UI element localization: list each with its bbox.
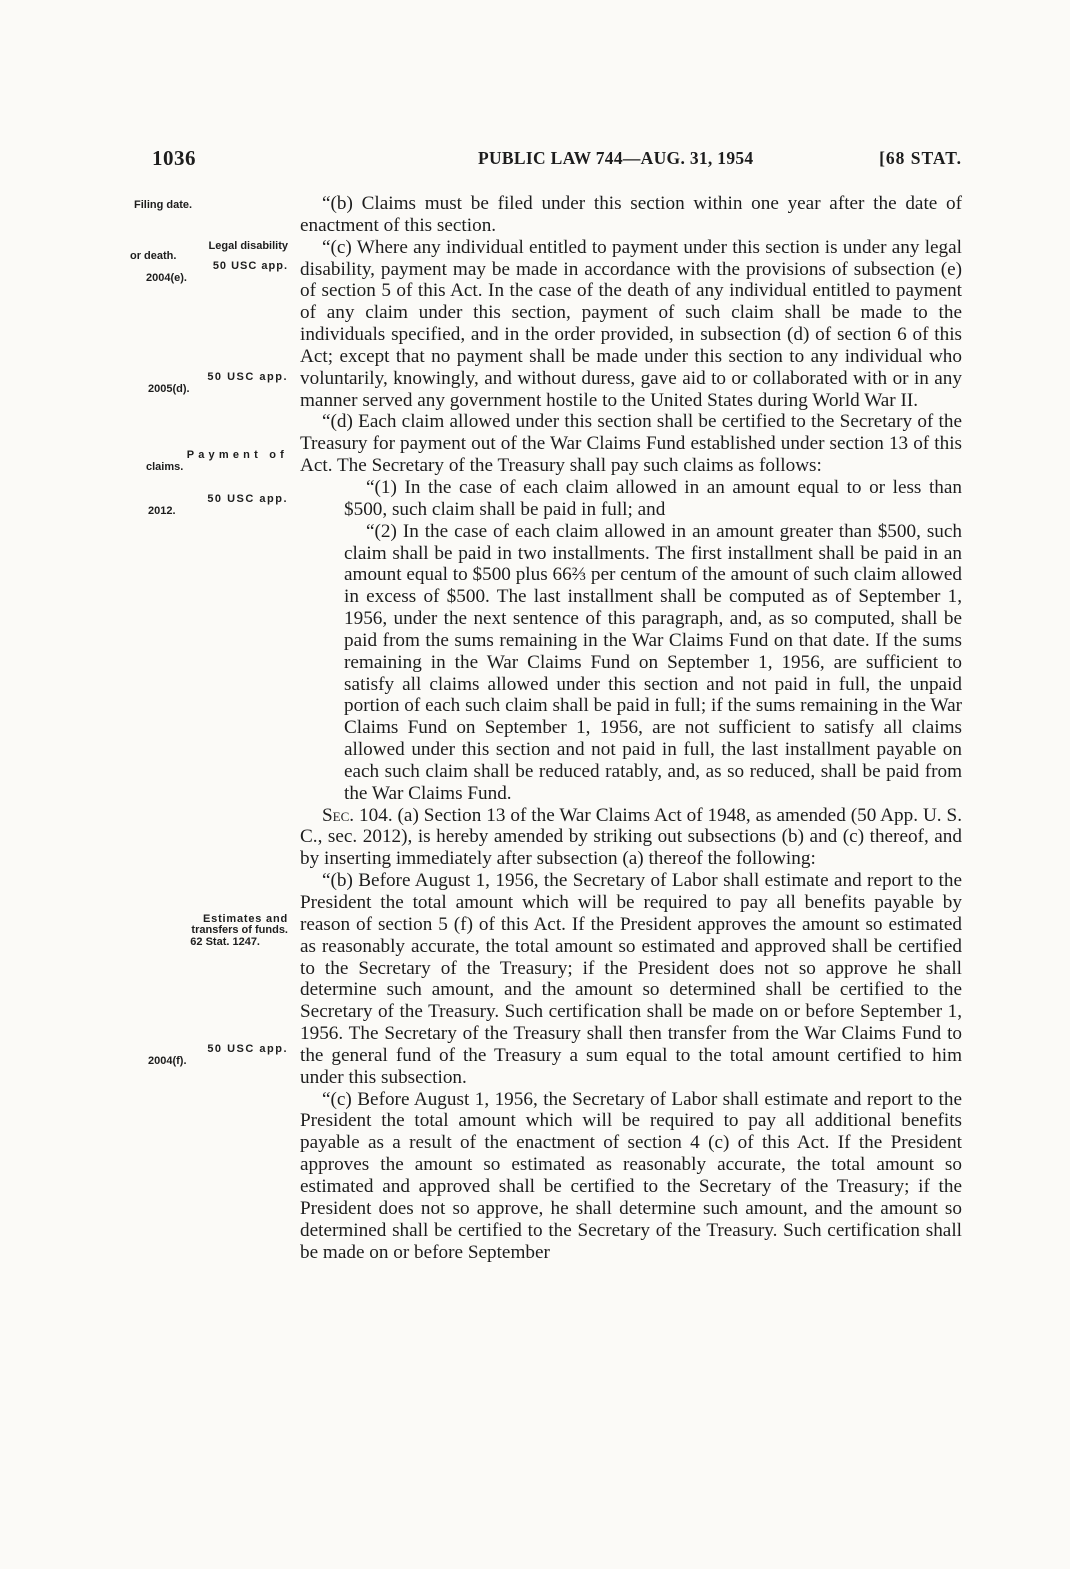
margin-note-filing-date: Filing date. [134, 199, 193, 211]
margin-note-estimates: Estimates and transfers of funds. 62 Stat. 1247. [190, 913, 288, 948]
statute-text [300, 193, 962, 1263]
section-104-text: 104. (a) Section 13 of the War Claims Act of 1948, as amended (50 App. U. S. C., sec. 2012), is hereby amended by striking out subsections (b) and (c) thereof, and by inserting immediately after subsection (a) thereof the following: [300, 804, 962, 870]
margin-note-2004f: 50 USC app. 2004(f). [148, 1043, 288, 1067]
paragraph-d-2: “(2) In the case of each claim allowed in an amount greater than $500, such claim shall be paid in two installments. The first installment shall be paid in an amount equal to $500 plus 66⅔ per centum of the amount of such claim allowed in excess of $500. The last installment shall be computed as of September 1, 1956, under the next sentence of this paragraph, and, as so computed, shall be paid from the sums remaining in the War Claims Fund on that date. If the sums remaining in the War Claims Fund on September 1, 1956, are sufficient to satisfy all claims allowed under this section and not paid in full, the unpaid portion of each such claim shall be paid in full; if the sums remaining in the War Claims Fund on September 1, 1956, are not sufficient to satisfy all claims allowed under this section and not paid in full, the last installment payable on each such claim shall be reduced ratably, and, as so reduced, shall be paid from the War Claims Fund. [344, 520, 962, 804]
margin-note-legal-disability: Legal disability or death. 50 USC app. 2004(e). [130, 240, 288, 284]
margin-note-2012: 50 USC app. 2012. [148, 493, 288, 517]
paragraph-d: “(d) Each claim allowed under this section shall be certified to the Secretary of the Treasury for payment out of the War Claims Fund established under section 13 of this Act. The Secretary of the Treasury shall pay such claims as follows: [300, 411, 962, 477]
page-header [152, 146, 962, 176]
paragraph-c: “(c) Where any individual entitled to payment under this section is under any legal disability, payment may be made in accordance with the provisions of subsection (e) of section 5 of this Act. In the case of the death of any individual entitled to payment of any claim under this section, payment of such claim shall be made to the individuals specified, and in the order provided, in subsection (d) of section 6 of this Act; except that no payment shall be made under this section to any individual who voluntarily, knowingly, and without duress, gave aid to or collaborated with or in any manner served any government hostile to the United States during World War II. [300, 236, 962, 411]
running-title: PUBLIC LAW 744—AUG. 31, 1954 [478, 148, 754, 168]
section-label: Sec. [322, 804, 355, 826]
page-number: 1036 [152, 146, 196, 170]
section-104 [300, 805, 962, 871]
paragraph-d-1: “(1) In the case of each claim allowed in an amount equal to or less than $500, such claim shall be paid in full; and [344, 476, 962, 520]
statute-volume: [68 STAT. [879, 148, 962, 168]
paragraph-104-c: “(c) Before August 1, 1956, the Secretary of Labor shall estimate and report to the President the total amount which will be required to pay all additional benefits payable as a result of the enactment of section 4 (c) of this Act. If the President approves the amount so estimated as reasonably accurate, the total amount so estimated and approved shall be certified to the Secretary of the Treasury; if the President does not so approve, he shall determine such amount, and the amount so determined shall be certified to the Secretary of the Treasury. Such certification shall be made on or before September [300, 1088, 962, 1263]
paragraph-b: “(b) Claims must be filed under this section within one year after the date of enactment of this section. [300, 193, 962, 236]
margin-note-2005d: 50 USC app. 2005(d). [148, 371, 288, 395]
margin-note-payment-of-claims: Payment of claims. [146, 449, 288, 473]
paragraph-104-b: “(b) Before August 1, 1956, the Secretary of Labor shall estimate and report to the President the total amount which will be required to pay all benefits payable by reason of section 5 (f) of this Act. If the President approves the amount so estimated as reasonably accurate, the total amount so estimated and approved shall be certified to the Secretary of the Treasury; if the President does not so approve he shall determine such amount, and the amount so determined shall be certified to the Secretary of the Treasury. Such certification shall be made on or before September 1, 1956. The Secretary of the Treasury shall then transfer from the War Claims Fund to the general fund of the Treasury a sum equal to the total amount certified to him under this subsection. [300, 870, 962, 1088]
